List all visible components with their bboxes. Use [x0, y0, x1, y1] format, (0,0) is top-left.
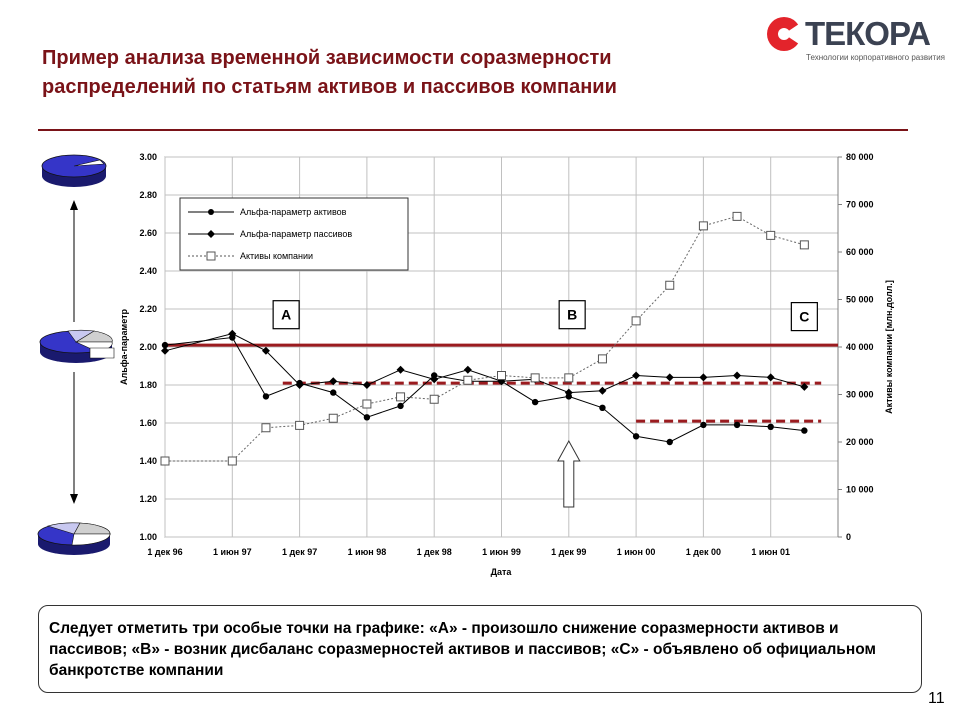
point-company-assets [262, 424, 270, 432]
y2-tick-label: 20 000 [846, 437, 874, 447]
legend-entry-company-assets: Активы компании [240, 251, 314, 261]
chart-legend [180, 198, 408, 270]
x-tick-label: 1 июн 00 [616, 547, 656, 557]
point-company-assets [161, 457, 169, 465]
annotation-label: B [567, 306, 578, 323]
y2-tick-label: 70 000 [846, 199, 874, 210]
y-tick-label: 2.80 [139, 190, 157, 200]
point-assets-alpha [263, 393, 269, 399]
point-company-assets [598, 355, 606, 363]
x-tick-label: 1 дек 98 [416, 547, 452, 557]
point-assets-alpha [330, 389, 336, 395]
logo-tagline: Технологии корпоративного развития [806, 53, 946, 62]
y2-tick-label: 0 [846, 532, 852, 542]
y-tick-label: 3.00 [139, 152, 157, 162]
pie-chart-top [42, 155, 106, 187]
x-tick-label: 1 дек 97 [281, 547, 318, 557]
annotation-label: A [281, 306, 292, 323]
y-tick-label: 1.00 [139, 532, 157, 542]
point-company-assets [464, 376, 472, 384]
y2-axis-ticks [838, 152, 874, 542]
x-tick-label: 1 дек 99 [551, 547, 587, 557]
y2-tick-label: 50 000 [846, 294, 874, 305]
point-company-assets [531, 374, 539, 382]
y-tick-label: 2.00 [139, 342, 157, 352]
pie-chart-middle [40, 330, 114, 363]
point-company-assets [733, 212, 741, 220]
point-company-assets [666, 281, 674, 289]
y-tick-label: 1.20 [139, 494, 157, 504]
point-assets-alpha [599, 405, 605, 411]
point-assets-alpha [667, 439, 673, 445]
point-company-assets [800, 241, 808, 249]
y-tick-label: 2.20 [139, 304, 157, 314]
page-number: 11 [928, 690, 945, 707]
x-axis-label: Дата [490, 567, 512, 577]
x-tick-label: 1 июн 99 [482, 547, 521, 557]
slide-title: Пример анализа временной зависимости соразмерности распределений по статьям активов и пассивов компании [42, 47, 617, 98]
point-assets-alpha [801, 427, 807, 433]
note-box: Следует отметить три особые точки на графике: «А» - произошло снижение соразмерности активов и пассивов; «В» - возник дисбаланс соразмерностей активов и пассивов; «С» - объявлено об официальном банкротстве компании [38, 605, 922, 693]
point-assets-alpha [768, 424, 774, 430]
x-axis-ticks [147, 547, 790, 557]
x-tick-label: 1 дек 00 [685, 547, 722, 557]
x-tick-label: 1 июн 01 [751, 547, 791, 557]
point-company-assets [565, 374, 573, 382]
point-company-assets [632, 317, 640, 325]
y2-tick-label: 60 000 [846, 247, 874, 257]
legend-entry-assets-alpha: Альфа-параметр активов [240, 207, 347, 217]
pie-chart-bottom [38, 523, 110, 555]
y-tick-label: 2.40 [139, 266, 157, 276]
y-axis-label: Альфа-параметр [119, 308, 129, 386]
x-tick-label: 1 дек 96 [147, 547, 183, 557]
point-assets-alpha [364, 414, 370, 420]
point-assets-alpha [700, 422, 706, 428]
y-axis-ticks [139, 152, 157, 542]
y2-axis-label: Активы компании [млн.долл.] [884, 280, 894, 414]
point-company-assets [397, 393, 405, 401]
y-tick-label: 1.80 [139, 380, 157, 390]
annotation-label: C [799, 308, 810, 325]
legend-marker-circle [208, 209, 214, 215]
point-company-assets [228, 457, 236, 465]
x-tick-label: 1 июн 98 [347, 547, 387, 557]
y2-tick-label: 40 000 [846, 342, 874, 352]
point-company-assets [329, 414, 337, 422]
legend-entry-liabilities-alpha: Альфа-параметр пассивов [240, 229, 353, 239]
y2-tick-label: 10 000 [846, 484, 874, 495]
y-tick-label: 2.60 [139, 228, 157, 238]
point-company-assets [363, 400, 371, 408]
point-company-assets [767, 231, 775, 239]
point-assets-alpha [397, 403, 403, 409]
y-tick-label: 1.40 [139, 456, 157, 466]
y2-tick-label: 80 000 [846, 152, 874, 162]
point-company-assets [699, 222, 707, 230]
y-tick-label: 1.60 [139, 418, 157, 428]
point-company-assets [430, 395, 438, 403]
logo-name: ТЕКОРА [805, 15, 930, 52]
x-tick-label: 1 июн 97 [212, 547, 252, 557]
point-company-assets [498, 372, 506, 380]
point-assets-alpha [734, 422, 740, 428]
point-assets-alpha [633, 433, 639, 439]
legend-marker-square [207, 252, 215, 260]
y2-tick-label: 30 000 [846, 389, 874, 400]
point-company-assets [296, 421, 304, 429]
point-assets-alpha [532, 399, 538, 405]
